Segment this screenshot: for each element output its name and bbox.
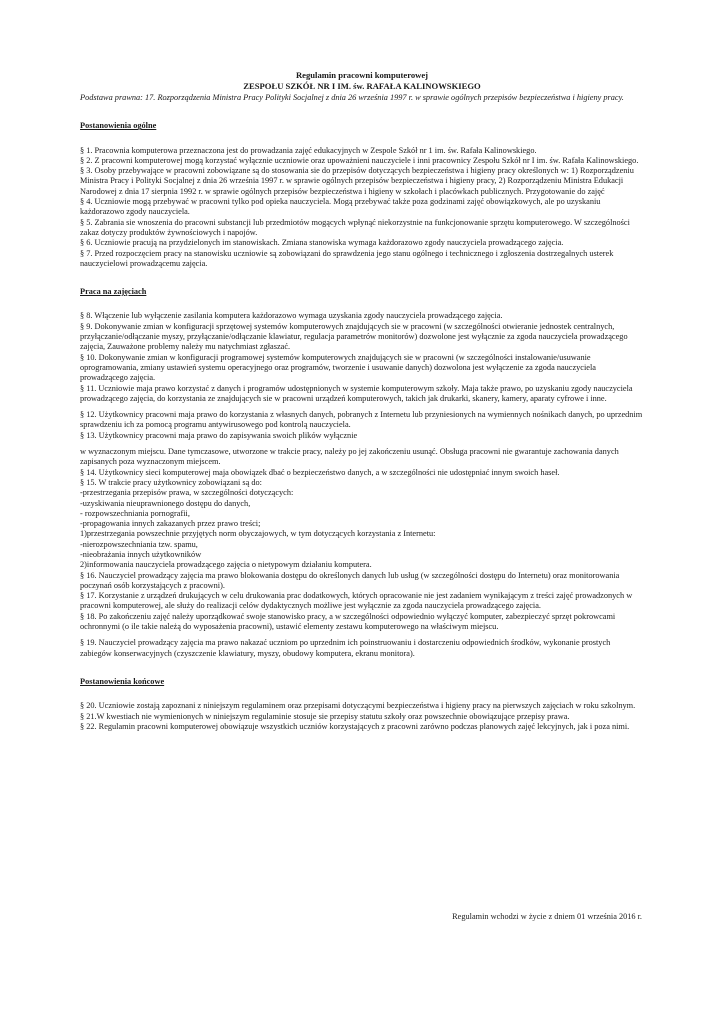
list-item: 1)przestrzegania powszechnie przyjętych norm obyczajowych, w tym dotyczących korzystania z Internetu: (80, 529, 436, 539)
title-line-1: Regulamin pracowni komputerowej (295, 70, 429, 80)
section-heading-general: Postanowienia ogólne (80, 121, 157, 131)
paragraph: § 15. W trakcie pracy użytkownicy zobowiązani są do: (80, 477, 262, 487)
section-heading-work: Praca na zajęciach (80, 287, 147, 297)
paragraph: § 4. Uczniowie mogą przebywać w pracowni tylko pod opieka nauczyciela. Mogą przebywać także poza godzinami zajęć obowiązkowych, ale po uzyskaniu każdorazowo zgody nauczyciela. (80, 197, 601, 217)
paragraph: § 3. Osoby przebywające w pracowni zobowiązane są do stosowania sie do przepisów dotyczących bezpieczeństwa i higieny pracy określonych w: 1) Rozporządzeniu Ministra Pracy i Polityki Socjalnej z dnia 26 września 1997 r. w sprawie ogólnych przepisów bezpieczeństwa i higieny pracy, 2) Rozporządzeniu Ministra Edukacji Narodowej z dnia 17 sierpnia 1992 r. w sprawie ogólnych przepisów bezpieczeństwa i higieny w szkołach i placówkach publicznych. Przygotowanie do zajęć (80, 166, 634, 196)
paragraph: § 16. Nauczyciel prowadzący zajęcia ma prawo blokowania dostępu do określonych danych lub usług (w szczególności dostępu do Internetu) oraz monitorowania poczynań osób korzystających z pracowni). (80, 570, 620, 590)
section-heading-final: Postanowienia końcowe (80, 676, 165, 686)
paragraph: § 5. Zabrania sie wnoszenia do pracowni substancji lub przedmiotów mogących wpłynąć niekorzystnie na funkcjonowanie sprzętu komputerowego. W szczególności zakaz dotyczy produktów żywnościowych i napojów. (80, 217, 630, 237)
paragraph: § 21.W kwestiach nie wymienionych w niniejszym regulaminie stosuje sie przepisy statutu szkoły oraz powszechnie obowiązujące przepisy prawa. (80, 711, 570, 721)
list-item: 2)informowania nauczyciela prowadzącego zajęcia o nietypowym działaniu komputera. (80, 560, 372, 570)
list-item: -nierozpowszechniania tzw. spamu, (80, 539, 198, 549)
paragraph: § 13. Użytkownicy pracowni maja prawo do zapisywania swoich plików wyłącznie (80, 430, 358, 440)
list-item: -uzyskiwania nieuprawnionego dostępu do danych, (80, 498, 251, 508)
section-general (80, 146, 644, 270)
paragraph: § 1. Pracownia komputerowa przeznaczona jest do prowadzania zajęć edukacyjnych w Zespole Szkół nr 1 im. św. Rafała Kalinowskiego. (80, 145, 537, 155)
list-item: -propagowania innych zakazanych przez prawo treści; (80, 519, 261, 529)
paragraph: § 19. Nauczyciel prowadzący zajęcia ma prawo nakazać uczniom po uprzednim ich poinstruowaniu i dostarczeniu odpowiednich środków, wykonanie prostych zabiegów konserwacyjnych (czyszczenie klawiatury, myszy, obudowy komputera, ekranu monitora). (80, 638, 611, 658)
title-line-2: ZESPOŁU SZKÓŁ NR I IM. św. RAFAŁA KALINOWSKIEGO (243, 81, 481, 91)
paragraph: § 6. Uczniowie pracują na przydzielonych im stanowiskach. Zmiana stanowiska wymaga każdorazowo zgody nauczyciela prowadzącego zajęcia. (80, 238, 564, 248)
document-title (80, 70, 644, 92)
paragraph: § 9. Dokonywanie zmian w konfiguracji sprzętowej systemów komputerowych znajdujących sie w pracowni (w szczególności otwieranie jednostek centralnych, przyłączanie/odłączanie myszy, przyłączanie/odłączanie klawiatur, regulacja parametrów monitorów) dozwolone jest wyłącznie za zgoda nauczyciela prowadzącego zajęcia, Zauważone problemy należy mu natychmiast zgłaszać. (80, 321, 628, 352)
section-work (80, 311, 644, 659)
paragraph: § 8. Włączenie lub wyłączenie zasilania komputera każdorazowo wymaga uzyskania zgody nauczyciela prowadzącego zajęcia. (80, 311, 503, 321)
paragraph: § 10. Dokonywanie zmian w konfiguracji programowej systemów komputerowych znajdujących sie w pracowni (w szczególności instalowanie/usuwanie oprogramowania, zmiany ustawień systemu operacyjnego oraz programów, tworzenie i usuwanie danych) dozwolona jest wyłączenie za zgoda nauczyciela prowadzącego zajęcia. (80, 352, 596, 383)
paragraph: § 11. Uczniowie maja prawo korzystać z danych i programów udostępnionych w systemie komputerowym szkoły. Maja także prawo, po uzyskaniu zgody nauczyciela prowadzącego zajęcia, do korzystania ze znajdujących sie w pracowni urządzeń komputerowych, takich jak drukarki, skanery, kamery, aparaty cyfrowe i inne. (80, 383, 633, 403)
paragraph: § 2. Z pracowni komputerowej mogą korzystać wyłącznie uczniowie oraz upoważnieni nauczyciele i inni pracownicy Zespołu Szkół nr I im. św. Rafała Kalinowskiego. (80, 155, 639, 165)
section-final (80, 701, 644, 732)
paragraph: w wyznaczonym miejscu. Dane tymczasowe, utworzone w trakcie pracy, należy po jej zakończeniu usunąć. Obsługa pracowni nie gwarantuje zachowania danych zapisanych poza wyznaczonym miejscem. (80, 447, 619, 467)
paragraph: § 14. Użytkownicy sieci komputerowej maja obowiązek dbać o bezpieczeństwo danych, a w szczególności nie udostępniać innym swoich haseł. (80, 467, 560, 477)
legal-basis: Podstawa prawna: 17. Rozporządzenia Ministra Pracy Polityki Socjalnej z dnia 26 września 1997 r. w sprawie ogólnych przepisów bezpieczeństwa i higieny pracy. (80, 93, 624, 102)
list-item: -przestrzegania przepisów prawa, w szczególności dotyczących: (80, 488, 294, 498)
list-item: - rozpowszechniania pornografii, (80, 508, 190, 518)
paragraph: § 18. Po zakończeniu zajęć należy uporządkować swoje stanowisko pracy, a w szczególności odpowiednio wyłączyć komputer, zabezpieczyć sprzęt pokrowcami ochronnymi (o ile takie należą do wyposażenia pracowni), ustawić elementy zestawu komputerowego na właściwym miejscu. (80, 611, 616, 632)
paragraph: § 12. Użytkownicy pracowni maja prawo do korzystania z własnych danych, pobranych z Internetu lub przyniesionych na wymiennych nośnikach danych, po uprzednim sprawdzeniu ich za pomocą programu antywirusowego pod kontrolą nauczyciela. (80, 410, 643, 430)
effective-date: Regulamin wchodzi w życie z dniem 01 września 2016 r. (452, 912, 642, 921)
paragraph: § 22. Regulamin pracowni komputerowej obowiązuje wszystkich uczniów korzystających z pracowni zarówno podczas planowych zajęć lekcyjnych, jak i poza nimi. (80, 721, 630, 731)
paragraph: § 17. Korzystanie z urządzeń drukujących w celu drukowania prac dodatkowych, których opracowanie nie jest zadaniem wynikającym z treści zajęć prowadzonych w pracowni komputerowej, ale służy do realizacji celów dydaktycznych możliwe jest wyłącznie za zgoda nauczyciela prowadzącego zajęcia. (80, 591, 633, 611)
list-item: -nieobrażania innych użytkowników (80, 549, 202, 559)
paragraph: § 20. Uczniowie zostają zapoznani z niniejszym regulaminem oraz przepisami dotyczącymi bezpieczeństwa i higieny pracy na pierwszych zajęciach w roku szkolnym. (80, 701, 636, 711)
paragraph: § 7. Przed rozpoczęciem pracy na stanowisku uczniowie są zobowiązani do sprawdzenia jego stanu ogólnego i technicznego i zgłoszenia dostrzegalnych usterek nauczycielowi prowadzącemu zajęcia. (80, 248, 614, 268)
